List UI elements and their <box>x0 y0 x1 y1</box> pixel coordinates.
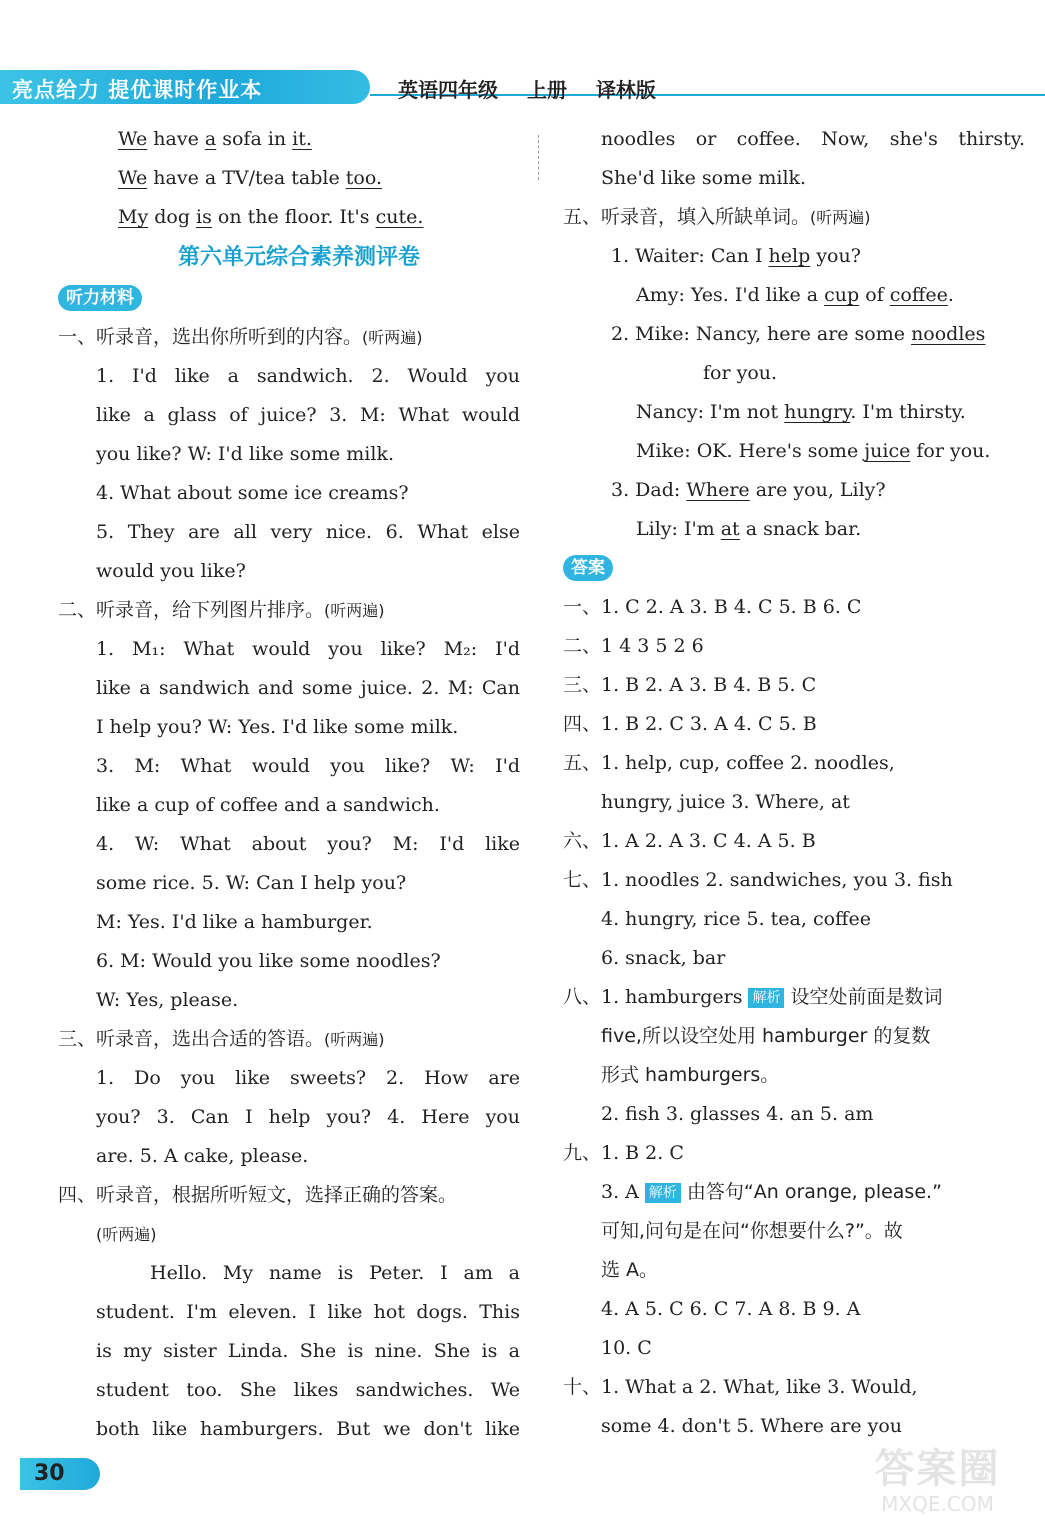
answer-line: 2. fish 3. glasses 4. an 5. am <box>601 1103 874 1125</box>
book-title: 亮点给力 提优课时作业本 <box>12 78 263 102</box>
listening-tag-row <box>58 279 520 318</box>
subject-grade: 英语四年级 <box>398 78 498 102</box>
column-divider <box>538 135 539 180</box>
answer-line: hungry, juice 3. Where, at <box>601 791 850 813</box>
text-line: 3. M: What would you like? W: I'd <box>96 755 520 777</box>
text-line: 6. M: Would you like some noodles? <box>96 950 441 972</box>
answer-line: 4. A 5. C 6. C 7. A 8. B 9. A <box>601 1298 861 1320</box>
section-heading: 四、听录音，根据所听短文，选择正确的答案。 <box>58 1184 458 1206</box>
answer-line: 4. hungry, rice 5. tea, coffee <box>601 908 872 930</box>
page-number: 30 <box>20 1458 100 1490</box>
answer-line: 三、1. B 2. A 3. B 4. B 5. C <box>563 674 817 696</box>
text-line: 1. M₁: What would you like? M₂: I'd <box>96 638 520 660</box>
listening-materials-tag: 听力材料 <box>58 285 142 311</box>
right-column <box>563 120 1025 1446</box>
dialog-line: 3. Dad: Where are you, Lily? <box>611 479 886 501</box>
book-info <box>398 74 678 103</box>
text-line: you? 3. Can I help you? 4. Here you <box>96 1106 520 1128</box>
answer-line: 10. C <box>601 1337 652 1359</box>
section-heading: 三、听录音，选出合适的答语。(听两遍) <box>58 1028 385 1050</box>
answer-line: 四、1. B 2. C 3. A 4. C 5. B <box>563 713 817 735</box>
answer-line: 形式 hamburgers。 <box>601 1064 780 1086</box>
answer-line: 九、1. B 2. C <box>563 1142 684 1164</box>
text-line: 4. W: What about you? M: I'd like <box>96 833 520 855</box>
answer-line: 八、1. hamburgers 解析 设空处前面是数词 <box>563 986 943 1008</box>
text-line: 1. I'd like a sandwich. 2. Would you <box>96 365 520 387</box>
watermark: 答案圈 MXQE.COM <box>874 1446 1001 1516</box>
text-line: like a glass of juice? 3. M: What would <box>96 404 520 426</box>
text-line: Hello. My name is Peter. I am a <box>150 1262 520 1284</box>
page-header <box>0 64 1045 112</box>
dialog-line: Nancy: I'm not hungry. I'm thirsty. <box>636 401 966 423</box>
text-line: are. 5. A cake, please. <box>96 1145 309 1167</box>
left-column <box>58 120 520 1449</box>
analysis-tag: 解析 <box>645 1183 681 1203</box>
answer-line: 可知,问句是在问“你想要什么?”。故 <box>601 1220 903 1242</box>
answer-line: five,所以设空处用 hamburger 的复数 <box>601 1025 931 1047</box>
text-line: like a sandwich and some juice. 2. M: Can <box>96 677 520 699</box>
text-line: 1. Do you like sweets? 2. How are <box>96 1067 520 1089</box>
text-line: student. I'm eleven. I like hot dogs. This <box>96 1301 520 1323</box>
text-line: you like? W: I'd like some milk. <box>96 443 394 465</box>
text-line: My dog is on the floor. It's cute. <box>118 206 424 228</box>
dialog-line: 1. Waiter: Can I help you? <box>611 245 861 267</box>
text-line: noodles or coffee. Now, she's thirsty. <box>601 128 1025 150</box>
text-line: student too. She likes sandwiches. We <box>96 1379 520 1401</box>
answers-tag: 答案 <box>563 555 613 581</box>
dialog-line: Lily: I'm at a snack bar. <box>636 518 862 540</box>
text-line: 4. What about some ice creams? <box>96 482 409 504</box>
analysis-tag: 解析 <box>748 988 784 1008</box>
edition: 译林版 <box>595 78 656 102</box>
section-heading: 一、听录音，选出你所听到的内容。(听两遍) <box>58 326 423 348</box>
text-line: some rice. 5. W: Can I help you? <box>96 872 407 894</box>
dialog-line: Mike: OK. Here's some juice for you. <box>636 440 991 462</box>
answer-line: 十、1. What a 2. What, like 3. Would, <box>563 1376 918 1398</box>
text-line: would you like? <box>96 560 246 582</box>
answer-line: some 4. don't 5. Where are you <box>601 1415 903 1437</box>
answer-line: 6. snack, bar <box>601 947 726 969</box>
text-line: like a cup of coffee and a sandwich. <box>96 794 440 816</box>
dialog-line: for you. <box>703 362 778 384</box>
answer-line: 选 A。 <box>601 1259 659 1281</box>
answer-line: 二、1 4 3 5 2 6 <box>563 635 704 657</box>
answer-line: 七、1. noodles 2. sandwiches, you 3. fish <box>563 869 953 891</box>
section-note: (听两遍) <box>96 1225 157 1244</box>
answer-line: 五、1. help, cup, coffee 2. noodles, <box>563 752 895 774</box>
answer-line: 六、1. A 2. A 3. C 4. A 5. B <box>563 830 816 852</box>
dialog-line: Amy: Yes. I'd like a cup of coffee. <box>636 284 954 306</box>
unit-title: 第六单元综合素养测评卷 <box>177 245 420 270</box>
answer-line: 一、1. C 2. A 3. B 4. C 5. B 6. C <box>563 596 862 618</box>
text-line: both like hamburgers. But we don't like <box>96 1418 520 1440</box>
text-line: W: Yes, please. <box>96 989 239 1011</box>
text-line: I help you? W: Yes. I'd like some milk. <box>96 716 459 738</box>
section-heading: 五、听录音，填入所缺单词。(听两遍) <box>563 206 871 228</box>
text-line: We have a sofa in it. <box>118 128 312 150</box>
text-line: 5. They are all very nice. 6. What else <box>96 521 520 543</box>
answers-tag-row <box>563 549 1025 588</box>
dialog-line: 2. Mike: Nancy, here are some noodles <box>611 323 986 345</box>
text-line: is my sister Linda. She is nine. She is a <box>96 1340 520 1362</box>
text-line: We have a TV/tea table too. <box>118 167 382 189</box>
section-heading: 二、听录音，给下列图片排序。(听两遍) <box>58 599 385 621</box>
volume: 上册 <box>526 78 567 102</box>
text-line: M: Yes. I'd like a hamburger. <box>96 911 373 933</box>
answer-line: 3. A 解析 由答句“An orange, please.” <box>601 1181 942 1203</box>
text-line: She'd like some milk. <box>601 167 807 189</box>
